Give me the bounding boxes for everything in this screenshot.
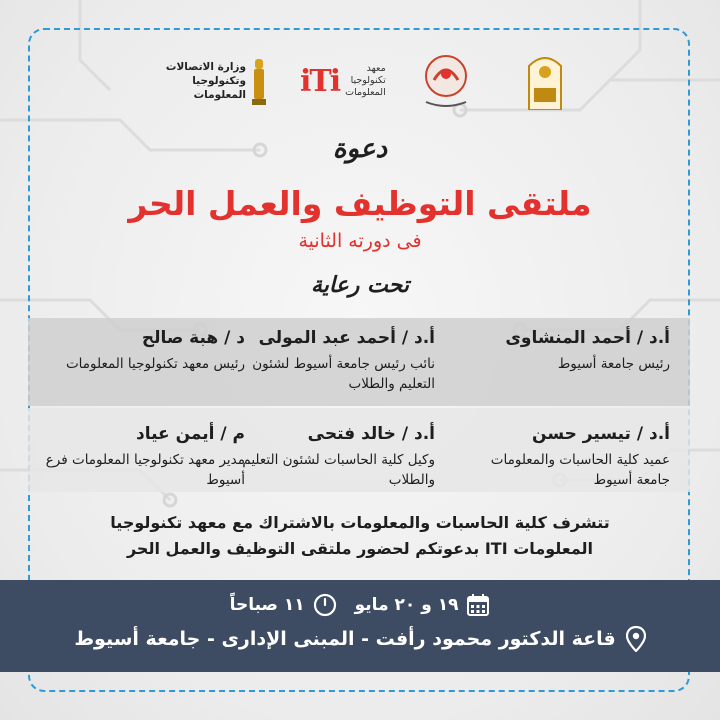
iti-logo xyxy=(300,50,386,112)
patron-title: م / xyxy=(220,424,245,444)
patron-title: د / xyxy=(224,328,245,348)
patron-name: أحمد المنشاوى xyxy=(505,328,631,348)
calendar-icon xyxy=(466,593,490,617)
patron-role: مدير معهد تكنولوجيا المعلومات فرع أسيوط xyxy=(45,452,245,488)
faculty-emblem-icon xyxy=(420,52,472,110)
faculty-logo xyxy=(420,50,480,112)
ministry-line2: وتكنولوجيا المعلومات xyxy=(192,75,246,101)
patronage-heading: تحت رعاية xyxy=(311,272,409,298)
event-time: ١١ صباحاً xyxy=(229,595,305,615)
patron-card xyxy=(460,424,670,490)
patron-card xyxy=(35,424,245,490)
event-dates: ١٩ و ٢٠ مايو xyxy=(354,595,459,615)
invitation-line2: المعلومات ITI بدعوتكم لحضور ملتقى التوظيف والعمل الحر xyxy=(126,539,594,558)
assiut-university-logo xyxy=(525,50,573,112)
patron-role: وكيل كلية الحاسبات لشئون التعليم والطلاب xyxy=(242,452,435,488)
patron-name: أيمن عياد xyxy=(136,424,215,444)
invitation-heading: دعوة xyxy=(332,134,388,164)
patron-title: أ.د / xyxy=(636,328,670,348)
patron-name: أحمد عبد المولى xyxy=(258,328,396,348)
forum-title: ملتقى التوظيف والعمل الحر xyxy=(128,184,592,223)
patron-name: هبة صالح xyxy=(141,328,219,348)
location-row xyxy=(0,626,720,652)
patron-title: أ.د / xyxy=(401,328,435,348)
patron-card xyxy=(225,328,435,394)
clock-icon xyxy=(313,593,337,617)
iti-line3: المعلومات xyxy=(345,87,386,98)
patron-card xyxy=(225,424,435,490)
ministry-logo xyxy=(158,50,270,112)
patron-role: رئيس جامعة أسيوط xyxy=(557,356,670,372)
event-location: قاعة الدكتور محمود رأفت - المبنى الإدارى - جامعة أسيوط xyxy=(74,628,616,650)
iti-line2: تكنولوجيا xyxy=(350,75,386,86)
patron-role: عميد كلية الحاسبات والمعلومات جامعة أسيوط xyxy=(490,452,670,488)
patron-title: أ.د / xyxy=(401,424,435,444)
logos-row xyxy=(0,50,720,112)
university-emblem-icon xyxy=(525,52,565,110)
pharaoh-emblem-icon xyxy=(250,55,268,107)
patron-name: خالد فتحى xyxy=(307,424,396,444)
patron-card xyxy=(460,328,670,374)
ministry-line1: وزارة الاتصالات xyxy=(165,61,246,73)
patron-name: تيسير حسن xyxy=(532,424,631,444)
edition-subtitle: فى دورته الثانية xyxy=(298,230,422,252)
iti-mark: iTi xyxy=(300,63,340,99)
patron-title: أ.د / xyxy=(636,424,670,444)
patron-role: رئيس معهد تكنولوجيا المعلومات xyxy=(65,356,245,372)
location-pin-icon xyxy=(626,626,646,652)
iti-line1: معهد xyxy=(366,63,386,74)
invitation-line1: تتشرف كلية الحاسبات والمعلومات بالاشتراك مع معهد تكنولوجيا xyxy=(110,513,610,532)
patron-role: نائب رئيس جامعة أسيوط لشئون التعليم والطلاب xyxy=(252,356,435,392)
invitation-text xyxy=(40,510,680,562)
date-time-row xyxy=(0,593,720,617)
patron-card xyxy=(35,328,245,374)
